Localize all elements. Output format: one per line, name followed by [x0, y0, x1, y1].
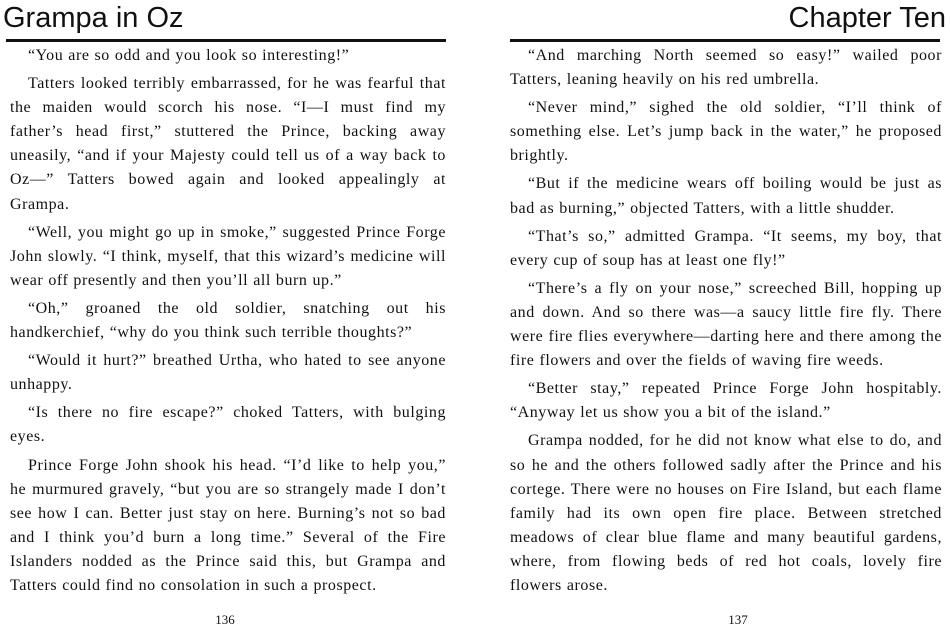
paragraph: “That’s so,” admitted Grampa. “It seems, my boy, that every cup of soup has at least one fly!”	[510, 227, 942, 269]
running-head-book-title: Grampa in Oz	[3, 2, 184, 34]
left-page	[0, 0, 455, 635]
header-rule	[6, 39, 446, 42]
page-number: 137	[728, 612, 748, 627]
paragraph: “Better stay,” repeated Prince Forge John hospitably. “Anyway let us show you a bit of the island.”	[510, 380, 942, 422]
paragraph: “There’s a fly on your nose,” screeched Bill, hopping up and down. And so there was—a saucy little fire fly. There were fire flies everywhere—darting here and there among the fire flowers and over the fields of waving fire weeds.	[510, 279, 942, 370]
paragraph: “And marching North seemed so easy!” wailed poor Tatters, leaning heavily on his red umbrella.	[510, 47, 942, 89]
paragraph: Prince Forge John shook his head. “I’d like to help you,” he murmured gravely, “but you are so strangely made I don’t see how I can. Better just stay on here. Burning’s not so bad and I think you’d burn a long time.” Several of the Fire Islanders nodded as the Prince said this, but Grampa and Tatters could find no consolation in such a prospect.	[10, 456, 446, 594]
right-page	[492, 0, 950, 635]
running-head-chapter-title: Chapter Ten	[788, 2, 946, 34]
page-body-text	[510, 44, 942, 598]
paragraph: Tatters looked terribly embarrassed, for he was fearful that the maiden would scorch his nose. “I—I must find my father’s head first,” stuttered the Prince, backing away uneasily, “and if your Majesty could tell us of a way back to Oz—” Tatters bowed again and looked appealingly at Grampa.	[10, 75, 446, 213]
paragraph: Grampa nodded, for he did not know what else to do, and so he and the others followed sadly after the Prince and his cortege. There were no houses on Fire Island, but each flame family had its own open fire place. Between stretched meadows of clear blue flame and many beautiful gardens, where, from flowing beds of red hot coals, lovely fire flowers arose.	[510, 432, 942, 594]
page-number: 136	[215, 612, 235, 627]
paragraph: “Never mind,” sighed the old soldier, “I’ll think of something else. Let’s jump back in the water,” he proposed brightly.	[510, 99, 942, 165]
paragraph: “Is there no fire escape?” choked Tatters, with bulging eyes.	[10, 404, 446, 446]
paragraph: “But if the medicine wears off boiling would be just as bad as burning,” objected Tatters, with a little shudder.	[510, 175, 942, 217]
paragraph: “You are so odd and you look so interesting!”	[28, 47, 350, 64]
paragraph: “Oh,” groaned the old soldier, snatching out his handkerchief, “why do you think such terrible thoughts?”	[10, 299, 446, 342]
page-body-text	[10, 44, 446, 598]
book-gutter	[455, 0, 492, 635]
paragraph: “Well, you might go up in smoke,” suggested Prince Forge John slowly. “I think, myself, that this wizard’s medicine will wear off presently and then you’ll all burn up.”	[10, 223, 446, 289]
paragraph: “Would it hurt?” breathed Urtha, who hated to see anyone unhappy.	[10, 352, 446, 394]
header-rule	[510, 39, 940, 42]
